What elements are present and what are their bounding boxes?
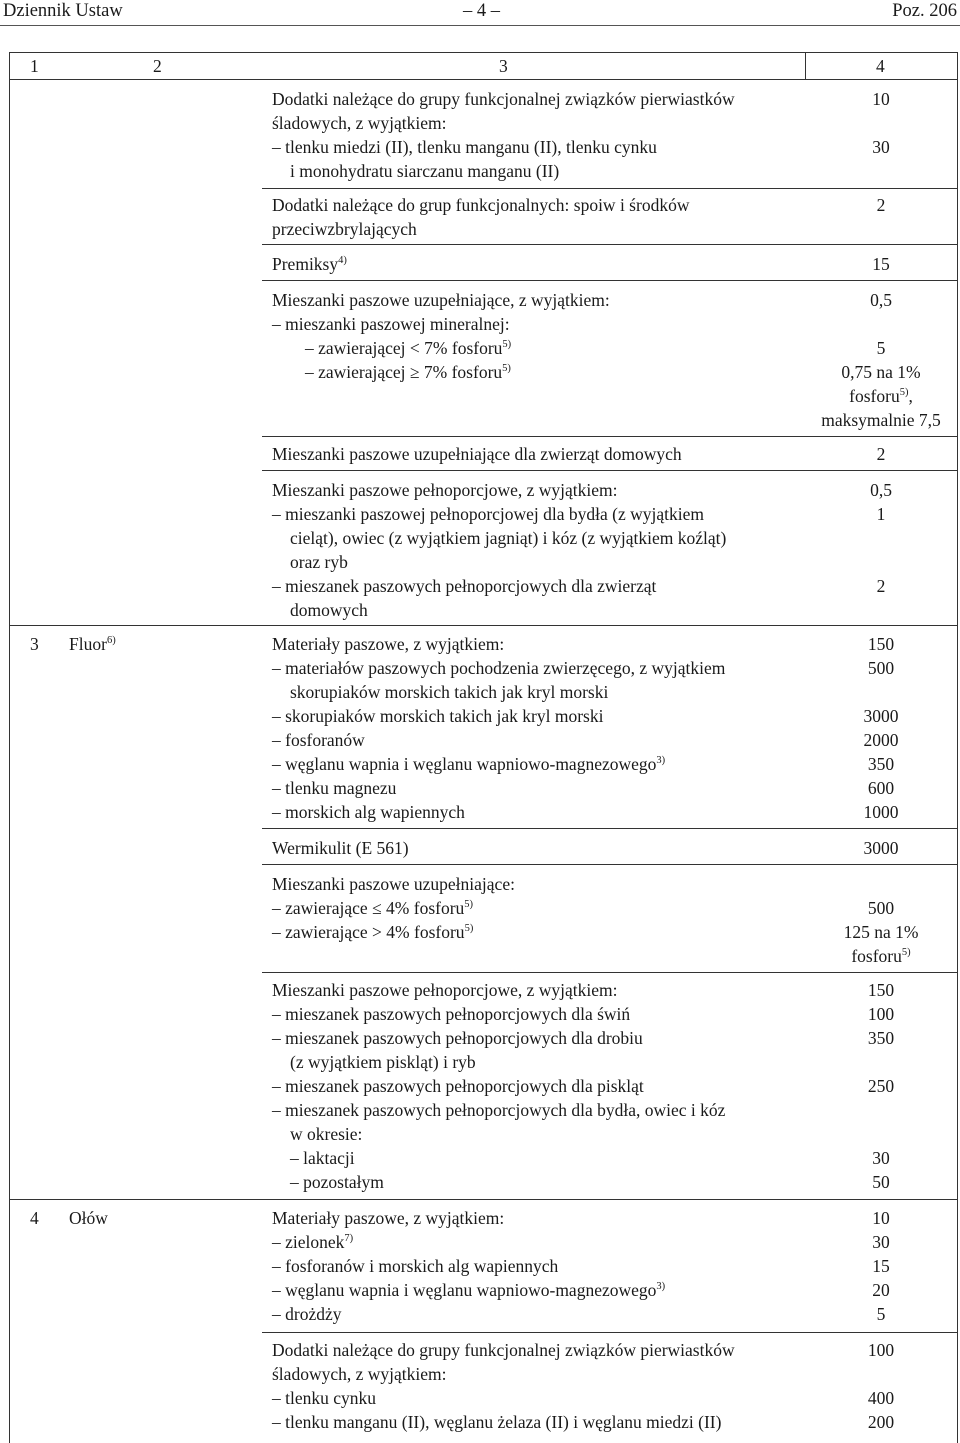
footnote-marker: 4) [338,255,347,266]
group-separator [262,1332,957,1333]
product-description [272,1362,446,1386]
max-content-value-text: 250 [867,1076,895,1096]
product-description-text: – tlenku miedzi (II), tlenku manganu (II), tlenku cynku [272,137,657,157]
product-description [290,526,726,550]
max-content-value-text: 30 [872,137,890,157]
journal-title: Dziennik Ustaw [3,1,123,21]
max-content-value-text: 3000 [863,838,899,858]
max-content-value [806,336,956,360]
max-content-value [806,252,956,276]
product-description [272,836,409,860]
product-description-text: – mieszanek paszowych pełnoporcjowych dla drobiu [272,1028,643,1048]
column-divider-3 [805,52,806,79]
product-description-text: śladowych, z wyjątkiem: [272,1364,447,1384]
substance-separator [9,1199,957,1200]
header-rule [0,25,960,26]
max-content-value [806,87,956,111]
product-description [272,312,510,336]
product-description-text: – zawierające ≤ 4% fosforu [272,898,465,918]
product-description [272,574,656,598]
max-content-value [806,1146,956,1170]
max-content-value-text: 10 [872,1208,890,1228]
product-description [290,550,348,574]
max-content-value [806,442,956,466]
max-content-value [806,1302,956,1326]
product-description [272,288,610,312]
page-header [0,0,960,25]
product-description-text: śladowych, z wyjątkiem: [272,113,447,133]
max-content-value [806,776,956,800]
product-description [272,135,657,159]
product-description [272,1026,643,1050]
max-content-value [806,1338,956,1362]
product-description-text: – zawierające > 4% fosforu [272,922,465,942]
product-description [290,1050,476,1074]
product-description [272,1338,735,1362]
product-description-text: przeciwzbrylających [272,219,417,239]
product-description-text: – węglanu wapnia i węglanu wapniowo-magnezowego [272,754,657,774]
max-content-value [806,135,956,159]
product-description [272,656,725,680]
footnote-marker: 5) [901,947,911,958]
product-description [290,159,559,183]
product-description [272,728,365,752]
product-description-text: – węglanu wapnia i węglanu wapniowo-magnezowego [272,1280,657,1300]
footnote-marker: 5) [502,363,511,374]
value-suffix: , [908,386,913,406]
max-content-value [806,1278,956,1302]
product-description [272,978,618,1002]
max-content-value-text: 0,75 na 1% [841,362,921,382]
substance-number: 4 [30,1208,39,1228]
product-description-text: Materiały paszowe, z wyjątkiem: [272,1208,505,1228]
product-description [272,1002,630,1026]
product-description-text: – tlenku cynku [272,1388,377,1408]
position-number: Poz. 206 [892,1,957,21]
max-content-value [806,574,956,598]
substance-separator [9,625,957,626]
product-description-text: Mieszanki paszowe pełnoporcjowe, z wyjątkiem: [272,480,618,500]
footnote-marker: 3) [656,1281,666,1292]
product-description-text: oraz ryb [290,552,348,572]
max-content-value-text: 0,5 [870,290,892,310]
product-description [272,111,446,135]
max-content-value-text: 350 [867,1028,895,1048]
max-content-value [806,632,956,656]
max-content-value [806,478,956,502]
max-content-value [806,408,956,432]
product-description [272,704,603,728]
product-description [272,1410,721,1434]
product-description [272,1386,376,1410]
max-content-value [806,1026,956,1050]
max-content-value [806,1386,956,1410]
product-description [290,680,608,704]
max-content-value [806,704,956,728]
max-content-value-text: 2 [876,576,886,596]
product-description-text: – skorupiaków morskich takich jak kryl morski [272,706,604,726]
product-description [290,598,368,622]
product-description-text: Mieszanki paszowe uzupełniające dla zwierząt domowych [272,444,682,464]
group-separator [262,828,957,829]
max-content-value-text: 2 [876,195,886,215]
product-description-text: Mieszanki paszowe uzupełniające: [272,874,515,894]
max-content-value-text: maksymalnie 7,5 [821,410,941,430]
max-content-value-text: 600 [867,778,895,798]
max-content-value-text: 125 na 1% [843,922,919,942]
max-content-value-text: 150 [867,634,895,654]
product-description-text: Mieszanki paszowe uzupełniające, z wyjątkiem: [272,290,610,310]
max-content-value-text: 30 [872,1232,890,1252]
product-description [272,252,347,280]
product-description-text: Wermikulit (E 561) [272,838,409,858]
max-content-value [806,502,956,526]
substance-number: 3 [30,634,39,654]
product-description-text: – zawierającej < 7% fosforu [305,338,503,358]
product-description-text: Premiksy [272,254,339,274]
substance-name-text: Ołów [69,1208,108,1228]
max-content-value [806,1002,956,1026]
product-description-text: skorupiaków morskich takich jak kryl morski [290,682,609,702]
product-description-text: Dodatki należące do grupy funkcjonalnej związków pierwiastków [272,89,735,109]
product-description-text: – pozostałym [290,1172,384,1192]
footnote-marker: 3) [656,755,666,766]
group-separator [262,972,957,973]
product-description [272,217,417,241]
product-description [290,1122,362,1146]
product-description-text: – mieszanki paszowej pełnoporcjowej dla bydła (z wyjątkiem [272,504,705,524]
product-description [272,442,682,466]
max-content-value-text: 30 [872,1148,890,1168]
product-description [290,1170,384,1194]
product-description [272,920,473,948]
footnote-marker: 6) [106,635,116,646]
max-content-value-text: 500 [867,898,895,918]
group-separator [262,280,957,281]
max-content-value [806,1254,956,1278]
max-content-value-text: 5 [876,338,886,358]
max-content-value-text: 1 [876,504,886,524]
product-description [272,872,515,896]
product-description [272,478,618,502]
product-description [272,776,396,800]
product-description [272,632,504,656]
max-content-value [806,728,956,752]
max-content-value-text: 200 [867,1412,895,1432]
footnote-marker: 5) [464,923,474,934]
max-content-value-text: 15 [872,1256,890,1276]
max-content-value-text: 100 [867,1004,895,1024]
max-content-value [806,944,956,972]
product-description-text: domowych [290,600,368,620]
product-description-text: – fosforanów i morskich alg wapiennych [272,1256,559,1276]
max-content-value-text: 3000 [863,706,899,726]
product-description [272,800,465,824]
product-description-text: – fosforanów [272,730,365,750]
max-content-value-text: 5 [876,1304,886,1324]
product-description-text: – morskich alg wapiennych [272,802,465,822]
group-separator [262,864,957,865]
product-description-text: Dodatki należące do grup funkcjonalnych: spoiw i środków [272,195,690,215]
max-content-value [806,1230,956,1254]
max-content-value [806,1170,956,1194]
product-description-text: – mieszanek paszowych pełnoporcjowych dla bydła, owiec i kóz [272,1100,726,1120]
product-description-text: w okresie: [290,1124,363,1144]
product-description-text: Materiały paszowe, z wyjątkiem: [272,634,505,654]
max-content-value [806,752,956,776]
group-separator [262,470,957,471]
max-content-value-text: 50 [872,1172,890,1192]
max-content-value-text: 2000 [863,730,899,750]
product-description-text: – zawierającej ≥ 7% fosforu [305,362,503,382]
product-description [272,87,735,111]
product-description-text: – mieszanki paszowej mineralnej: [272,314,510,334]
max-content-value [806,360,956,384]
footnote-marker: 7) [344,1233,354,1244]
max-content-value-text: 400 [867,1388,895,1408]
max-content-value-text: 350 [867,754,895,774]
max-content-value-text: 0,5 [870,480,892,500]
max-content-value-text: 2 [876,444,886,464]
product-description [290,1146,355,1170]
max-content-value [806,656,956,680]
max-content-value [806,836,956,860]
group-separator [262,436,957,437]
footnote-marker: 5) [502,339,512,350]
product-description [272,1206,504,1230]
footnote-marker: 5) [464,899,474,910]
max-content-value [806,800,956,824]
table-left-border [9,52,10,1443]
max-content-value [806,1206,956,1230]
product-description-text: – mieszanek paszowych pełnoporcjowych dla świń [272,1004,631,1024]
page-number: – 4 – [463,1,500,21]
max-content-value-text: 1000 [863,802,899,822]
product-description [272,1254,558,1278]
product-description [272,1098,725,1122]
product-description-text: (z wyjątkiem piskląt) i ryb [290,1052,476,1072]
max-content-value [806,1410,956,1434]
product-description-text: cieląt), owiec (z wyjątkiem jagniąt) i kóz (z wyjątkiem koźląt) [290,528,727,548]
group-separator [262,188,957,189]
max-content-value-text: 100 [867,1340,895,1360]
product-description-text: – materiałów paszowych pochodzenia zwierzęcego, z wyjątkiem [272,658,726,678]
max-content-value-text: 500 [867,658,895,678]
substance-name-text: Fluor [69,634,107,654]
product-description-text: – tlenku manganu (II), węglanu żelaza (II) i węglanu miedzi (II) [272,1412,722,1432]
max-content-value [806,978,956,1002]
product-description-text: – zielonek [272,1232,345,1252]
product-description-text: Mieszanki paszowe pełnoporcjowe, z wyjątkiem: [272,980,618,1000]
product-description-text: i monohydratu siarczanu manganu (II) [290,161,560,181]
product-description-text: – drożdży [272,1304,342,1324]
header-row-border [9,79,957,80]
product-description [272,1074,644,1098]
max-content-value-text: 10 [872,89,890,109]
product-description-text: – laktacji [290,1148,355,1168]
column-header-3: 3 [499,56,508,76]
max-content-value [806,920,956,944]
product-description-text: – mieszanek paszowych pełnoporcjowych dla zwierząt [272,576,657,596]
max-content-value-text: 20 [872,1280,890,1300]
max-content-value-text: fosforu [849,386,900,406]
max-content-value-text: 150 [867,980,895,1000]
product-description-text: – mieszanek paszowych pełnoporcjowych dla piskląt [272,1076,644,1096]
column-header-1: 1 [30,56,39,76]
max-content-value [806,288,956,312]
product-description-text: – tlenku magnezu [272,778,397,798]
column-header-2: 2 [153,56,162,76]
product-description [272,502,704,526]
max-content-value [806,1074,956,1098]
substance-name [69,1206,108,1230]
product-description [272,193,689,217]
max-content-value-text: fosforu [851,946,902,966]
max-content-value [806,193,956,217]
max-content-value-text: 15 [872,254,890,274]
max-content-value [806,896,956,920]
table-right-border [957,52,958,1443]
table-top-border [9,52,957,53]
column-header-4: 4 [876,56,885,76]
footnote-marker: 5) [899,387,909,398]
product-description [305,360,511,388]
substance-name [69,632,116,660]
product-description [272,1302,342,1326]
group-separator [262,244,957,245]
product-description-text: Dodatki należące do grupy funkcjonalnej związków pierwiastków [272,1340,735,1360]
